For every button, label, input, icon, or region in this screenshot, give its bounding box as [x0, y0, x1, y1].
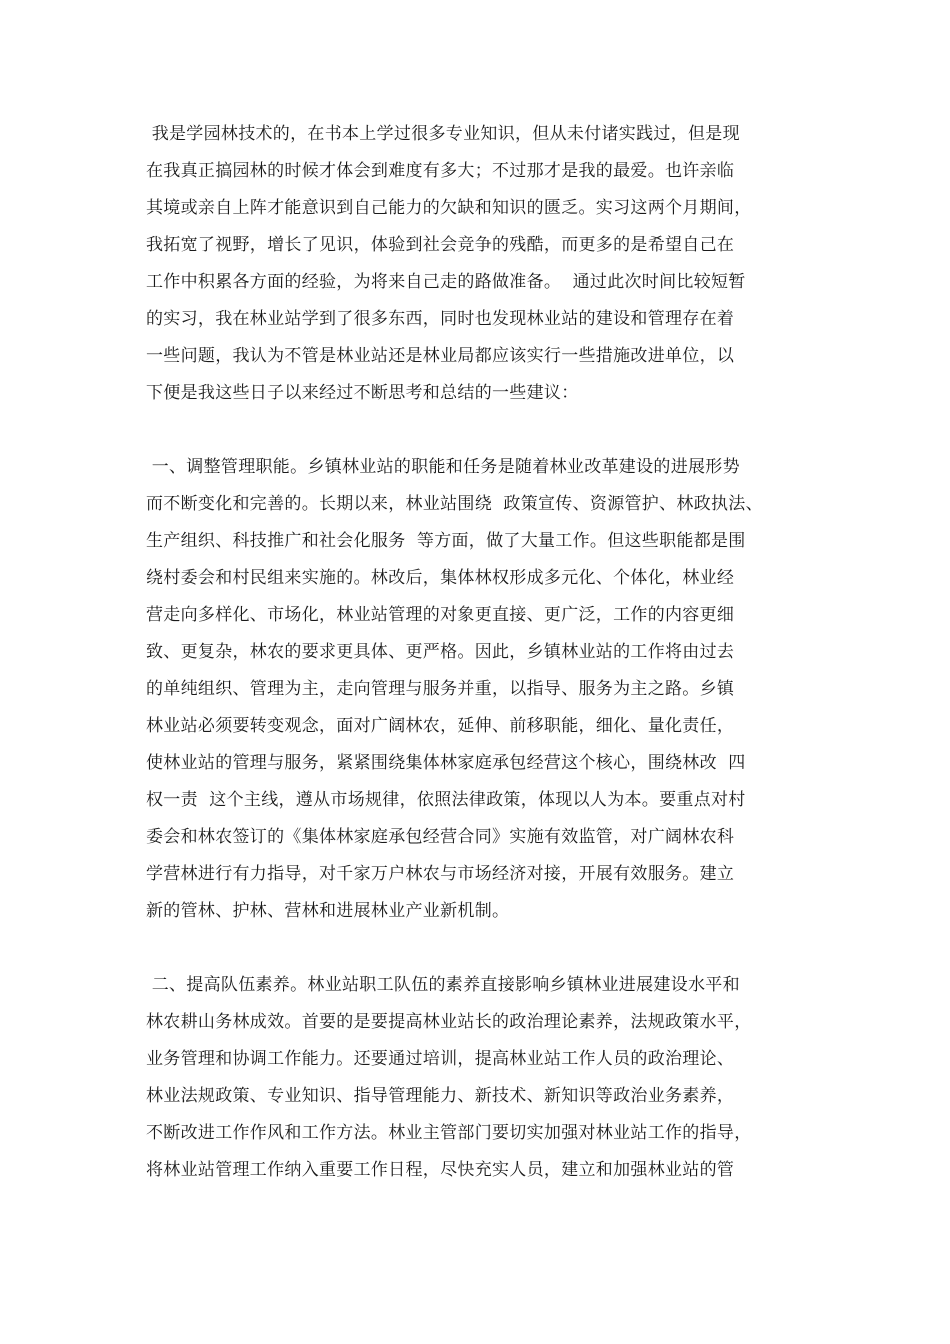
- text-line: 致、更复杂，林农的要求更具体、更严格。因此，乡镇林业站的工作将由过去: [146, 642, 735, 662]
- text-line: 工作中积累各方面的经验，为将来自己走的路做准备。 通过此次时间比较短暂: [146, 272, 746, 292]
- text-line: 营走向多样化、市场化，林业站管理的对象更直接、更广泛，工作的内容更细: [146, 605, 735, 625]
- text-line: 业务管理和协调工作能力。还要通过培训，提高林业站工作人员的政治理论、: [146, 1049, 735, 1069]
- text-line: 的单纯组织、管理为主，走向管理与服务并重，以指导、服务为主之路。乡镇: [146, 679, 735, 699]
- text-line: 将林业站管理工作纳入重要工作日程，尽快充实人员，建立和加强林业站的管: [146, 1160, 735, 1180]
- text-line: 我拓宽了视野，增长了见识，体验到社会竞争的残酷，而更多的是希望自己在: [146, 235, 735, 255]
- text-line: 林业站必须要转变观念，面对广阔林农，延伸、前移职能，细化、量化责任，: [146, 716, 735, 736]
- text-line: 我是学园林技术的，在书本上学过很多专业知识，但从未付诸实践过，但是现: [146, 124, 740, 144]
- text-line: 林业法规政策、专业知识、指导管理能力、新技术、新知识等政治业务素养，: [146, 1086, 735, 1106]
- text-line: 权一责 这个主线，遵从市场规律，依照法律政策，体现以人为本。要重点对村: [146, 790, 746, 810]
- text-line: 下便是我这些日子以来经过不断思考和总结的一些建议：: [146, 383, 579, 403]
- text-line: 生产组织、科技推广和社会化服务 等方面，做了大量工作。但这些职能都是围: [146, 531, 746, 551]
- text-line: 二、提高队伍素养。林业站职工队伍的素养直接影响乡镇林业进展建设水平和: [146, 975, 740, 995]
- text-line: 学营林进行有力指导，对千家万户林农与市场经济对接，开展有效服务。建立: [146, 864, 735, 884]
- text-line: 新的管林、护林、营林和进展林业产业新机制。: [146, 901, 510, 921]
- text-line: 委会和林农签订的《集体林家庭承包经营合同》实施有效监管，对广阔林农科: [146, 827, 735, 847]
- text-line: 在我真正搞园林的时候才体会到难度有多大；不过那才是我的最爱。也许亲临: [146, 161, 735, 181]
- text-line: 一些问题，我认为不管是林业站还是林业局都应该实行一些措施改进单位，以: [146, 346, 735, 366]
- text-line: 其境或亲自上阵才能意识到自己能力的欠缺和知识的匮乏。实习这两个月期间，: [146, 198, 752, 218]
- text-line: 林农耕山务林成效。首要的是要提高林业站长的政治理论素养，法规政策水平，: [146, 1012, 752, 1032]
- text-line: 不断改进工作作风和工作方法。林业主管部门要切实加强对林业站工作的指导，: [146, 1123, 752, 1143]
- text-line: 的实习，我在林业站学到了很多东西，同时也发现林业站的建设和管理存在着: [146, 309, 735, 329]
- text-line: 绕村委会和村民组来实施的。林改后，集体林权形成多元化、个体化，林业经: [146, 568, 735, 588]
- text-line: 使林业站的管理与服务，紧紧围绕集体林家庭承包经营这个核心，围绕林改 四: [146, 753, 746, 773]
- text-line: 一、调整管理职能。乡镇林业站的职能和任务是随着林业改革建设的进展形势: [146, 457, 740, 477]
- text-line: 而不断变化和完善的。长期以来，林业站围绕 政策宣传、资源管护、林政执法、: [146, 494, 763, 514]
